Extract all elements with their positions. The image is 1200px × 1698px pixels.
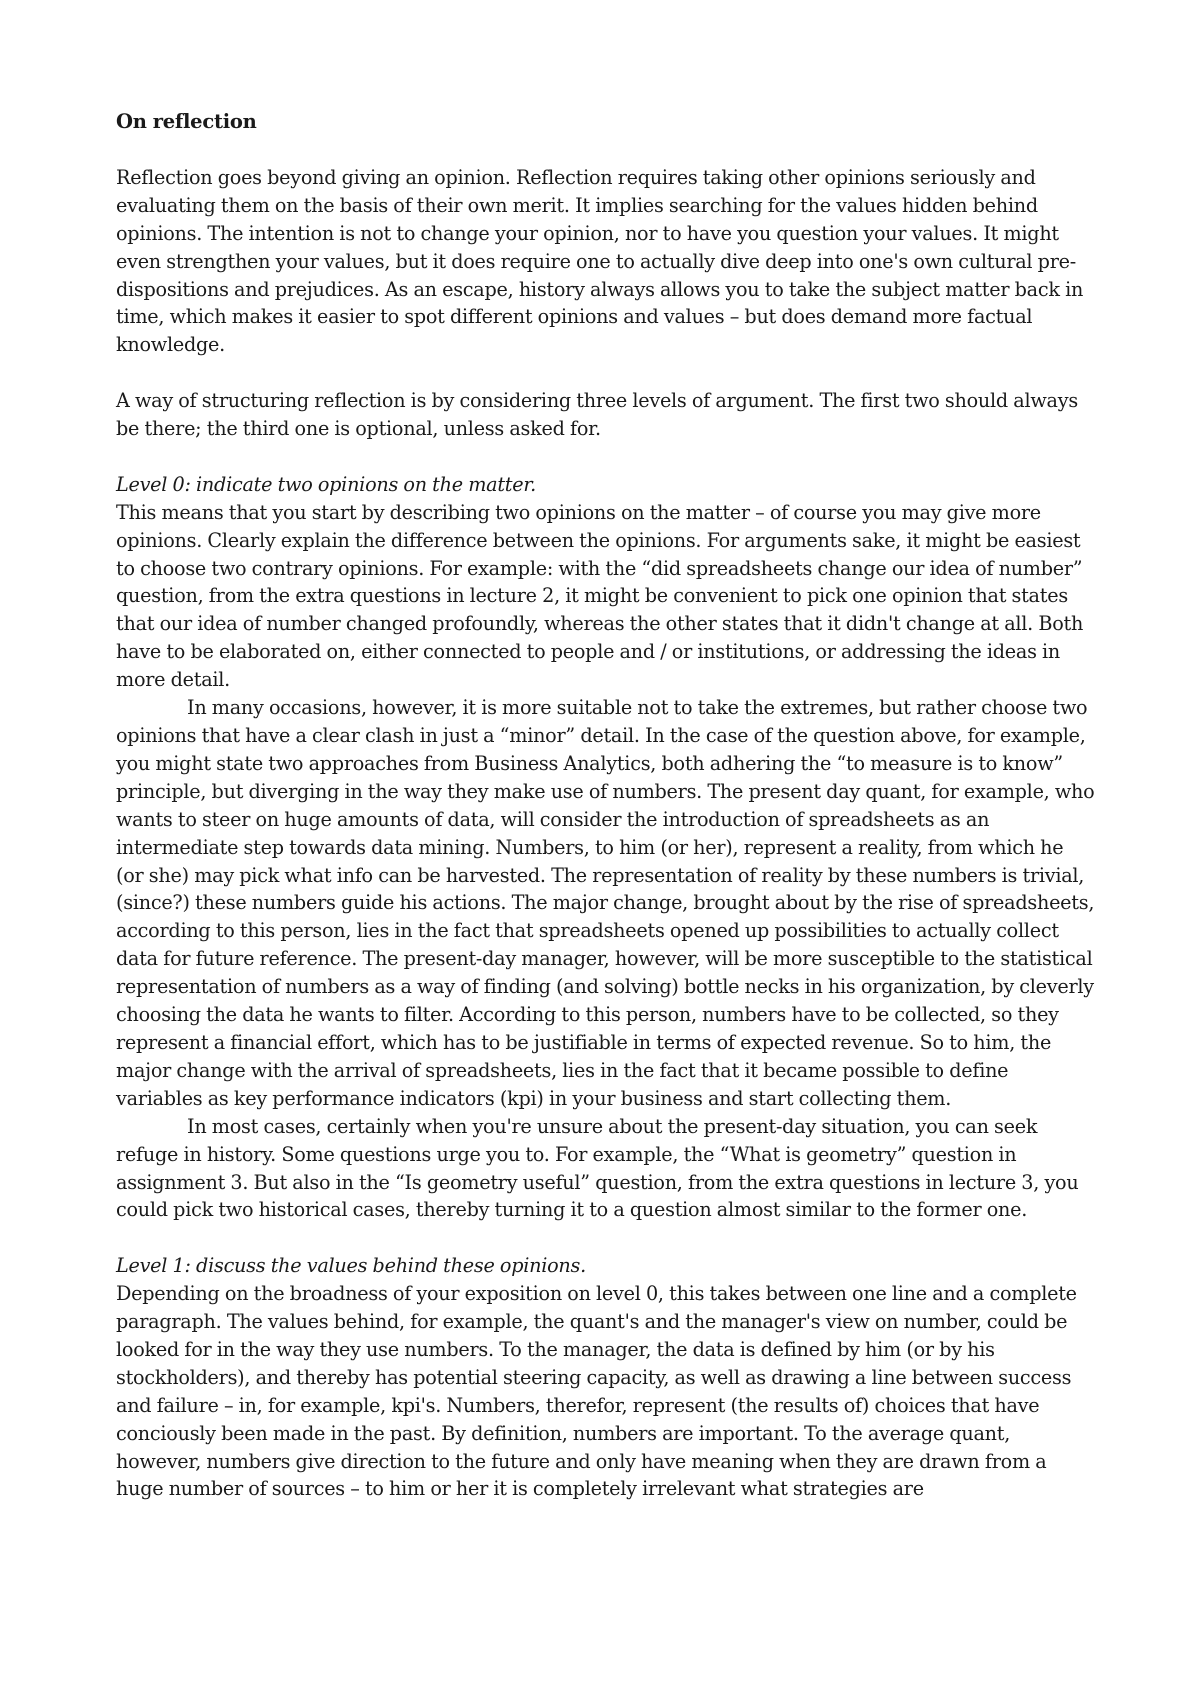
level-1-paragraph-1: Depending on the broadness of your exposition on level 0, this takes between one line and a complete paragraph. The values behind, for example, the quant's and the manager's view on number, could be looked for in the way they use numbers. To the manager, the data is defined by him (or by his stockholders), and thereby has potential steering capacity, as well as drawing a line between success and failure – in, for example, kpi's. Numbers, therefor, represent (the results of) choices that have conciously been made in the past. By definition, numbers are important. To the average quant, however, numbers give direction to the future and only have meaning when they are drawn from a huge number of sources – to him or her it is completely irrelevant what strategies are [116, 1282, 1077, 1501]
level-1-heading: Level 1: discuss the values behind these opinions. [116, 1254, 586, 1278]
document-page [116, 108, 1096, 1503]
paragraph-gap [116, 443, 1096, 471]
document-title: On reflection [116, 110, 257, 133]
structure-paragraph: A way of structuring reflection is by considering three levels of argument. The first two should always be there; the third one is optional, unless asked for. [116, 389, 1078, 441]
level-0-paragraph-2: In many occasions, however, it is more suitable not to take the extremes, but rather choose two opinions that have a clear clash in just a “minor” detail. In the case of the question above, for example, you might state two approaches from Business Analytics, both adhering the “to measure is to know” principle, but diverging in the way they make use of numbers. The present day quant, for example, who wants to steer on huge amounts of data, will consider the introduction of spreadsheets as an intermediate step towards data mining. Numbers, to him (or her), represent a reality, from which he (or she) may pick what info can be harvested. The representation of reality by these numbers is trivial, (since?) these numbers guide his actions. The major change, brought about by the rise of spreadsheets, according to this person, lies in the fact that spreadsheets opened up possibilities to actually collect data for future reference. The present-day manager, however, will be more susceptible to the statistical representation of numbers as a way of finding (and solving) bottle necks in his organization, by cleverly choosing the data he wants to filter. According to this person, numbers have to be collected, so they represent a financial effort, which has to be justifiable in terms of expected revenue. So to him, the major change with the arrival of spreadsheets, lies in the fact that it became possible to define variables as key performance indicators (kpi) in your business and start collecting them. [116, 696, 1095, 1110]
intro-paragraph: Reflection goes beyond giving an opinion. Reflection requires taking other opinions seriously and evaluating them on the basis of their own merit. It implies searching for the values hidden behind opinions. The intention is not to change your opinion, nor to have you question your values. It might even strengthen your values, but it does require one to actually dive deep into one's own cultural pre-dispositions and prejudices. As an escape, history always allows you to take the subject matter back in time, which makes it easier to spot different opinions and values – but does demand more factual knowledge. [116, 165, 1084, 357]
level-0-paragraph-1: This means that you start by describing two opinions on the matter – of course you may give more opinions. Clearly explain the difference between the opinions. For arguments sake, it might be easiest to choose two contrary opinions. For example: with the “did spreadsheets change our idea of number” question, from the extra questions in lecture 2, it might be convenient to pick one opinion that states that our idea of number changed profoundly, whereas the other states that it didn't change at all. Both have to be elaborated on, either connected to people and / or institutions, or addressing the ideas in more detail. [116, 500, 1084, 692]
level-0-heading: Level 0: indicate two opinions on the matter. [116, 472, 537, 496]
paragraph-gap [116, 359, 1096, 387]
level-0-paragraph-3: In most cases, certainly when you're unsure about the present-day situation, you can seek refuge in history. Some questions urge you to. For example, the “What is geometry” question in assignment 3. But also in the “Is geometry useful” question, from the extra questions in lecture 3, you could pick two historical cases, thereby turning it to a question almost similar to the former one. [116, 1114, 1079, 1222]
paragraph-gap [116, 1224, 1096, 1252]
